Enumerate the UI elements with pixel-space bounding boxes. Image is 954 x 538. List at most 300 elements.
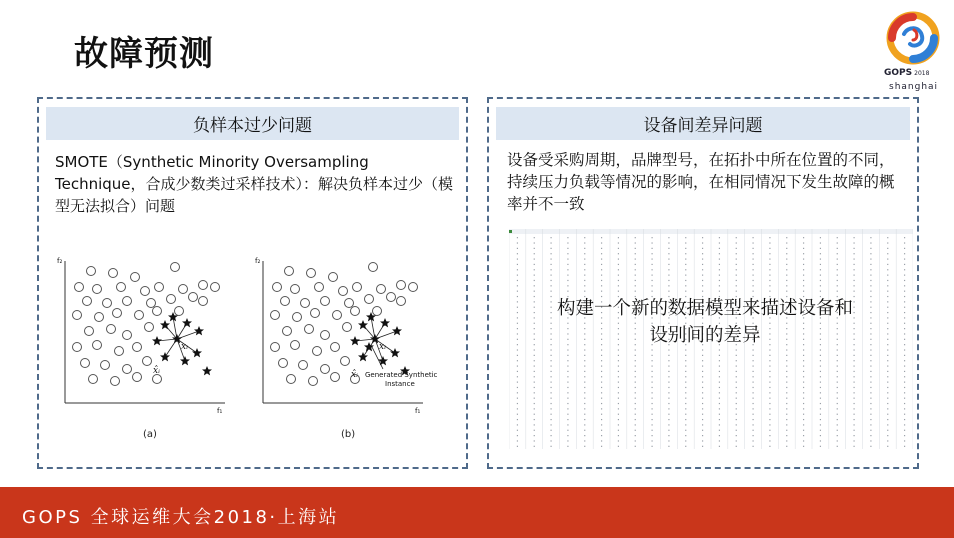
table-cell-value bbox=[887, 403, 888, 404]
table-cell-value bbox=[769, 275, 770, 276]
table-cell-value bbox=[668, 430, 669, 431]
table-cell-value bbox=[567, 382, 568, 383]
table-cell-value bbox=[887, 248, 888, 249]
table-cell-value bbox=[719, 430, 720, 431]
table-cell-value bbox=[736, 349, 737, 350]
table-cell-value bbox=[618, 360, 619, 361]
table-cell-value bbox=[702, 280, 703, 281]
table-cell-value bbox=[517, 419, 518, 420]
table-cell-value bbox=[550, 398, 551, 399]
table-cell-value bbox=[567, 237, 568, 238]
table-cell-value bbox=[904, 365, 905, 366]
table-cell-value bbox=[685, 419, 686, 420]
table-cell-value bbox=[769, 430, 770, 431]
table-cell-value bbox=[837, 242, 838, 243]
table-cell-value bbox=[517, 360, 518, 361]
table-cell-value bbox=[786, 237, 787, 238]
table-cell-value bbox=[567, 403, 568, 404]
table-cell-value bbox=[601, 387, 602, 388]
table-cell-value bbox=[803, 365, 804, 366]
table-cell-value bbox=[685, 446, 686, 447]
table-cell-value bbox=[550, 387, 551, 388]
table-cell-value bbox=[685, 253, 686, 254]
table-cell-value bbox=[769, 365, 770, 366]
table-cell-value bbox=[736, 414, 737, 415]
table-cell-value bbox=[567, 291, 568, 292]
table-cell-value bbox=[904, 269, 905, 270]
table-cell-value bbox=[668, 392, 669, 393]
table-cell-value bbox=[601, 414, 602, 415]
table-cell-value bbox=[719, 376, 720, 377]
table-cell-value bbox=[618, 446, 619, 447]
table-cell-value bbox=[870, 382, 871, 383]
table-cell-value bbox=[803, 430, 804, 431]
table-cell-value bbox=[719, 398, 720, 399]
smote-description: SMOTE（Synthetic Minority Oversampling Technique，合成少数类过采样技术）：解决负样本过少（模型无法拟合）问题 bbox=[55, 153, 454, 215]
table-cell-value bbox=[685, 435, 686, 436]
table-cell-value bbox=[803, 424, 804, 425]
table-cell-value bbox=[651, 387, 652, 388]
table-cell-value bbox=[887, 430, 888, 431]
table-cell-value bbox=[837, 285, 838, 286]
table-cell-value bbox=[752, 275, 753, 276]
table-cell-value bbox=[517, 414, 518, 415]
table-cell-value bbox=[534, 291, 535, 292]
table-cell-value bbox=[668, 269, 669, 270]
table-cell-value bbox=[736, 424, 737, 425]
table-cell-value bbox=[567, 440, 568, 441]
table-cell-value bbox=[618, 403, 619, 404]
table-cell-value bbox=[752, 360, 753, 361]
table-cell-value bbox=[517, 371, 518, 372]
table-cell-value bbox=[803, 371, 804, 372]
table-cell-value bbox=[685, 365, 686, 366]
table-cell-value bbox=[853, 424, 854, 425]
table-cell-value bbox=[685, 242, 686, 243]
table-cell-value bbox=[618, 435, 619, 436]
table-cell-value bbox=[534, 435, 535, 436]
table-cell-value bbox=[736, 248, 737, 249]
table-cell-value bbox=[837, 248, 838, 249]
table-cell-value bbox=[534, 414, 535, 415]
table-cell-value bbox=[550, 419, 551, 420]
table-cell-value bbox=[635, 355, 636, 356]
table-cell-value bbox=[904, 264, 905, 265]
table-cell-value bbox=[719, 258, 720, 259]
table-cell-value bbox=[837, 408, 838, 409]
table-cell-value bbox=[635, 403, 636, 404]
table-cell-value bbox=[685, 237, 686, 238]
table-cell-value bbox=[820, 248, 821, 249]
table-cell-value bbox=[618, 430, 619, 431]
table-cell-value bbox=[618, 264, 619, 265]
device-diff-description: 设备受采购周期，品牌型号，在拓扑中所在位置的不同，持续压力负载等情况的影响，在相同情况下发生故障的概率并不一致 bbox=[507, 151, 895, 213]
table-cell-value bbox=[567, 269, 568, 270]
table-cell-value bbox=[651, 237, 652, 238]
table-cell-value bbox=[618, 253, 619, 254]
table-cell-value bbox=[736, 285, 737, 286]
table-cell-value bbox=[752, 419, 753, 420]
table-cell-value bbox=[786, 424, 787, 425]
table-cell-value bbox=[618, 349, 619, 350]
table-cell-value bbox=[837, 237, 838, 238]
table-cell-value bbox=[786, 435, 787, 436]
table-cell-value bbox=[736, 408, 737, 409]
table-cell-value bbox=[550, 424, 551, 425]
table-cell-value bbox=[752, 382, 753, 383]
table-cell-value bbox=[618, 365, 619, 366]
table-cell-value bbox=[618, 398, 619, 399]
table-cell-value bbox=[668, 258, 669, 259]
table-cell-value bbox=[786, 419, 787, 420]
table-cell-value bbox=[601, 424, 602, 425]
table-cell-value bbox=[584, 280, 585, 281]
table-cell-value bbox=[786, 430, 787, 431]
table-cell-value bbox=[870, 264, 871, 265]
table-cell-value bbox=[752, 403, 753, 404]
table-cell-value bbox=[618, 387, 619, 388]
table-cell-value bbox=[668, 398, 669, 399]
table-cell-value bbox=[769, 269, 770, 270]
table-cell-value bbox=[752, 435, 753, 436]
table-cell-value bbox=[904, 371, 905, 372]
table-cell-value bbox=[668, 253, 669, 254]
table-cell-value bbox=[651, 440, 652, 441]
table-cell-value bbox=[904, 291, 905, 292]
table-cell-value bbox=[786, 355, 787, 356]
table-cell-value bbox=[769, 355, 770, 356]
caption-a: (a) bbox=[143, 429, 157, 440]
table-cell-value bbox=[668, 242, 669, 243]
table-cell-value bbox=[820, 440, 821, 441]
table-cell-value bbox=[584, 387, 585, 388]
table-cell-value bbox=[534, 269, 535, 270]
table-cell-value bbox=[517, 242, 518, 243]
table-cell-value bbox=[601, 408, 602, 409]
table-cell-value bbox=[668, 414, 669, 415]
table-cell-value bbox=[719, 269, 720, 270]
table-cell-value bbox=[719, 280, 720, 281]
xi-label-a: xᵢ bbox=[181, 342, 188, 352]
table-cell-value bbox=[668, 365, 669, 366]
table-cell-value bbox=[719, 360, 720, 361]
table-cell-value bbox=[736, 291, 737, 292]
table-cell-value bbox=[719, 264, 720, 265]
table-cell-value bbox=[786, 387, 787, 388]
table-cell-value bbox=[584, 419, 585, 420]
table-cell-value bbox=[534, 237, 535, 238]
table-cell-value bbox=[887, 275, 888, 276]
table-cell-value bbox=[651, 365, 652, 366]
table-cell-value bbox=[837, 258, 838, 259]
table-cell-value bbox=[651, 242, 652, 243]
table-cell-value bbox=[635, 414, 636, 415]
table-cell-value bbox=[517, 392, 518, 393]
table-cell-value bbox=[550, 253, 551, 254]
table-cell-value bbox=[702, 414, 703, 415]
table-cell-value bbox=[870, 258, 871, 259]
table-cell-value bbox=[904, 355, 905, 356]
table-cell-value bbox=[904, 392, 905, 393]
table-cell-value bbox=[601, 435, 602, 436]
table-cell-value bbox=[719, 414, 720, 415]
table-cell-value bbox=[517, 264, 518, 265]
table-cell-value bbox=[853, 365, 854, 366]
table-cell-value bbox=[584, 414, 585, 415]
swirl-logo-icon bbox=[884, 10, 942, 66]
table-cell-value bbox=[685, 382, 686, 383]
table-cell-value bbox=[769, 419, 770, 420]
table-cell-value bbox=[736, 275, 737, 276]
table-cell-value bbox=[601, 403, 602, 404]
table-cell-value bbox=[820, 355, 821, 356]
table-cell-value bbox=[887, 446, 888, 447]
table-cell-value bbox=[752, 355, 753, 356]
table-cell-value bbox=[534, 275, 535, 276]
table-cell-value bbox=[853, 285, 854, 286]
table-cell-value bbox=[803, 248, 804, 249]
table-cell-value bbox=[820, 258, 821, 259]
table-cell-value bbox=[567, 414, 568, 415]
table-cell-value bbox=[820, 414, 821, 415]
table-cell-value bbox=[870, 446, 871, 447]
table-cell-value bbox=[517, 248, 518, 249]
table-cell-value bbox=[601, 440, 602, 441]
table-cell-value bbox=[786, 376, 787, 377]
table-cell-value bbox=[803, 398, 804, 399]
table-cell-value bbox=[517, 382, 518, 383]
table-cell-value bbox=[685, 280, 686, 281]
table-cell-value bbox=[752, 269, 753, 270]
table-cell-value bbox=[887, 360, 888, 361]
table-cell-value bbox=[786, 371, 787, 372]
table-cell-value bbox=[803, 387, 804, 388]
table-cell-value bbox=[668, 237, 669, 238]
table-cell-value bbox=[668, 371, 669, 372]
plot-a bbox=[57, 257, 225, 440]
table-cell-value bbox=[904, 237, 905, 238]
table-cell-value bbox=[769, 237, 770, 238]
table-cell-value bbox=[853, 435, 854, 436]
table-cell-value bbox=[635, 264, 636, 265]
table-cell-value bbox=[618, 392, 619, 393]
table-cell-value bbox=[837, 371, 838, 372]
table-cell-value bbox=[635, 291, 636, 292]
table-cell-value bbox=[584, 408, 585, 409]
table-cell-value bbox=[803, 392, 804, 393]
table-cell-value bbox=[837, 414, 838, 415]
table-cell-value bbox=[668, 446, 669, 447]
table-cell-value bbox=[853, 414, 854, 415]
table-cell-value bbox=[517, 237, 518, 238]
table-cell-value bbox=[904, 430, 905, 431]
table-cell-value bbox=[584, 237, 585, 238]
table-cell-value bbox=[651, 248, 652, 249]
page-title: 故障预测 bbox=[74, 34, 214, 74]
gops-logo bbox=[880, 10, 944, 96]
table-cell-value bbox=[685, 269, 686, 270]
table-cell-value bbox=[820, 382, 821, 383]
table-cell-value bbox=[651, 430, 652, 431]
table-cell-value bbox=[752, 446, 753, 447]
table-cell-value bbox=[853, 392, 854, 393]
table-cell-value bbox=[820, 285, 821, 286]
table-cell-value bbox=[584, 382, 585, 383]
table-cell-value bbox=[601, 430, 602, 431]
table-cell-value bbox=[736, 446, 737, 447]
table-cell-value bbox=[786, 365, 787, 366]
table-cell-value bbox=[685, 248, 686, 249]
table-cell-value bbox=[803, 382, 804, 383]
table-cell-value bbox=[870, 275, 871, 276]
table-cell-value bbox=[719, 371, 720, 372]
table-cell-value bbox=[517, 365, 518, 366]
table-cell-value bbox=[702, 242, 703, 243]
table-cell-value bbox=[853, 440, 854, 441]
table-cell-value bbox=[904, 242, 905, 243]
footer-text: GOPS 全球运维大会2018·上海站 bbox=[22, 507, 340, 528]
table-cell-value bbox=[736, 280, 737, 281]
table-cell-value bbox=[719, 446, 720, 447]
table-cell-value bbox=[853, 291, 854, 292]
table-cell-value bbox=[820, 365, 821, 366]
axis-label-f1-b: f₁ bbox=[415, 407, 421, 415]
table-cell-value bbox=[651, 258, 652, 259]
table-cell-value bbox=[853, 360, 854, 361]
table-cell-value bbox=[786, 258, 787, 259]
table-cell-value bbox=[702, 387, 703, 388]
table-cell-value bbox=[685, 387, 686, 388]
table-cell-value bbox=[719, 403, 720, 404]
table-cell-value bbox=[837, 291, 838, 292]
footer-bar bbox=[0, 487, 954, 538]
table-cell-value bbox=[702, 264, 703, 265]
table-cell-value bbox=[887, 349, 888, 350]
table-cell-value bbox=[837, 349, 838, 350]
table-cell-value bbox=[550, 264, 551, 265]
table-cell-value bbox=[769, 360, 770, 361]
generated-label-line1: Generated Synthetic bbox=[365, 371, 437, 379]
table-cell-value bbox=[567, 355, 568, 356]
table-cell-value bbox=[752, 408, 753, 409]
table-cell-value bbox=[651, 435, 652, 436]
table-cell-value bbox=[786, 349, 787, 350]
table-cell-value bbox=[820, 280, 821, 281]
table-cell-value bbox=[517, 424, 518, 425]
table-cell-value bbox=[719, 237, 720, 238]
table-cell-value bbox=[685, 349, 686, 350]
table-cell-value bbox=[769, 408, 770, 409]
table-cell-value bbox=[550, 376, 551, 377]
table-cell-value bbox=[803, 440, 804, 441]
table-cell-value bbox=[517, 446, 518, 447]
table-cell-value bbox=[887, 355, 888, 356]
table-cell-value bbox=[517, 440, 518, 441]
table-cell-value bbox=[752, 440, 753, 441]
table-cell-value bbox=[803, 275, 804, 276]
table-cell-value bbox=[837, 275, 838, 276]
table-cell-value bbox=[517, 355, 518, 356]
table-cell-value bbox=[870, 414, 871, 415]
table-cell-value bbox=[736, 387, 737, 388]
table-cell-value bbox=[870, 430, 871, 431]
table-cell-value bbox=[534, 419, 535, 420]
table-cell-value bbox=[719, 285, 720, 286]
table-cell-value bbox=[517, 403, 518, 404]
table-cell-value bbox=[584, 349, 585, 350]
table-cell-value bbox=[769, 349, 770, 350]
table-cell-value bbox=[685, 398, 686, 399]
table-cell-value bbox=[904, 280, 905, 281]
table-cell-value bbox=[702, 355, 703, 356]
table-cell-value bbox=[534, 440, 535, 441]
xi-hat-label-a: x̂ᵢ bbox=[153, 366, 160, 376]
table-cell-value bbox=[584, 258, 585, 259]
table-cell-value bbox=[651, 424, 652, 425]
table-cell-value bbox=[702, 446, 703, 447]
table-cell-value bbox=[601, 365, 602, 366]
table-cell-value bbox=[820, 237, 821, 238]
table-cell-value bbox=[550, 440, 551, 441]
table-cell-value bbox=[719, 392, 720, 393]
table-cell-value bbox=[769, 253, 770, 254]
table-cell-value bbox=[584, 435, 585, 436]
table-cell-value bbox=[651, 403, 652, 404]
table-cell-value bbox=[904, 435, 905, 436]
table-cell-value bbox=[769, 371, 770, 372]
table-cell-value bbox=[567, 242, 568, 243]
table-cell-value bbox=[803, 291, 804, 292]
table-cell-value bbox=[584, 430, 585, 431]
table-cell-value bbox=[820, 242, 821, 243]
table-cell-value bbox=[786, 280, 787, 281]
table-cell-value bbox=[651, 280, 652, 281]
table-cell-value bbox=[567, 264, 568, 265]
table-cell-value bbox=[517, 291, 518, 292]
table-cell-value bbox=[769, 242, 770, 243]
table-cell-value bbox=[618, 382, 619, 383]
table-cell-value bbox=[837, 365, 838, 366]
table-cell-value bbox=[870, 376, 871, 377]
table-cell-value bbox=[685, 424, 686, 425]
table-cell-value bbox=[887, 414, 888, 415]
table-cell-value bbox=[820, 403, 821, 404]
table-cell-value bbox=[550, 275, 551, 276]
table-cell-value bbox=[803, 264, 804, 265]
table-cell-value bbox=[601, 258, 602, 259]
table-cell-value bbox=[752, 387, 753, 388]
table-cell-value bbox=[635, 408, 636, 409]
table-cell-value bbox=[702, 435, 703, 436]
table-cell-value bbox=[870, 408, 871, 409]
table-cell-value bbox=[618, 237, 619, 238]
table-cell-value bbox=[651, 382, 652, 383]
table-cell-value bbox=[651, 264, 652, 265]
table-cell-value bbox=[853, 269, 854, 270]
table-cell-value bbox=[870, 387, 871, 388]
table-cell-value bbox=[752, 242, 753, 243]
table-cell-value bbox=[685, 355, 686, 356]
table-cell-value bbox=[736, 242, 737, 243]
table-cell-value bbox=[668, 349, 669, 350]
table-cell-value bbox=[584, 376, 585, 377]
table-cell-value bbox=[651, 376, 652, 377]
table-cell-value bbox=[651, 285, 652, 286]
table-cell-value bbox=[887, 237, 888, 238]
table-cell-value bbox=[651, 349, 652, 350]
table-cell-value bbox=[668, 440, 669, 441]
table-cell-value bbox=[567, 387, 568, 388]
